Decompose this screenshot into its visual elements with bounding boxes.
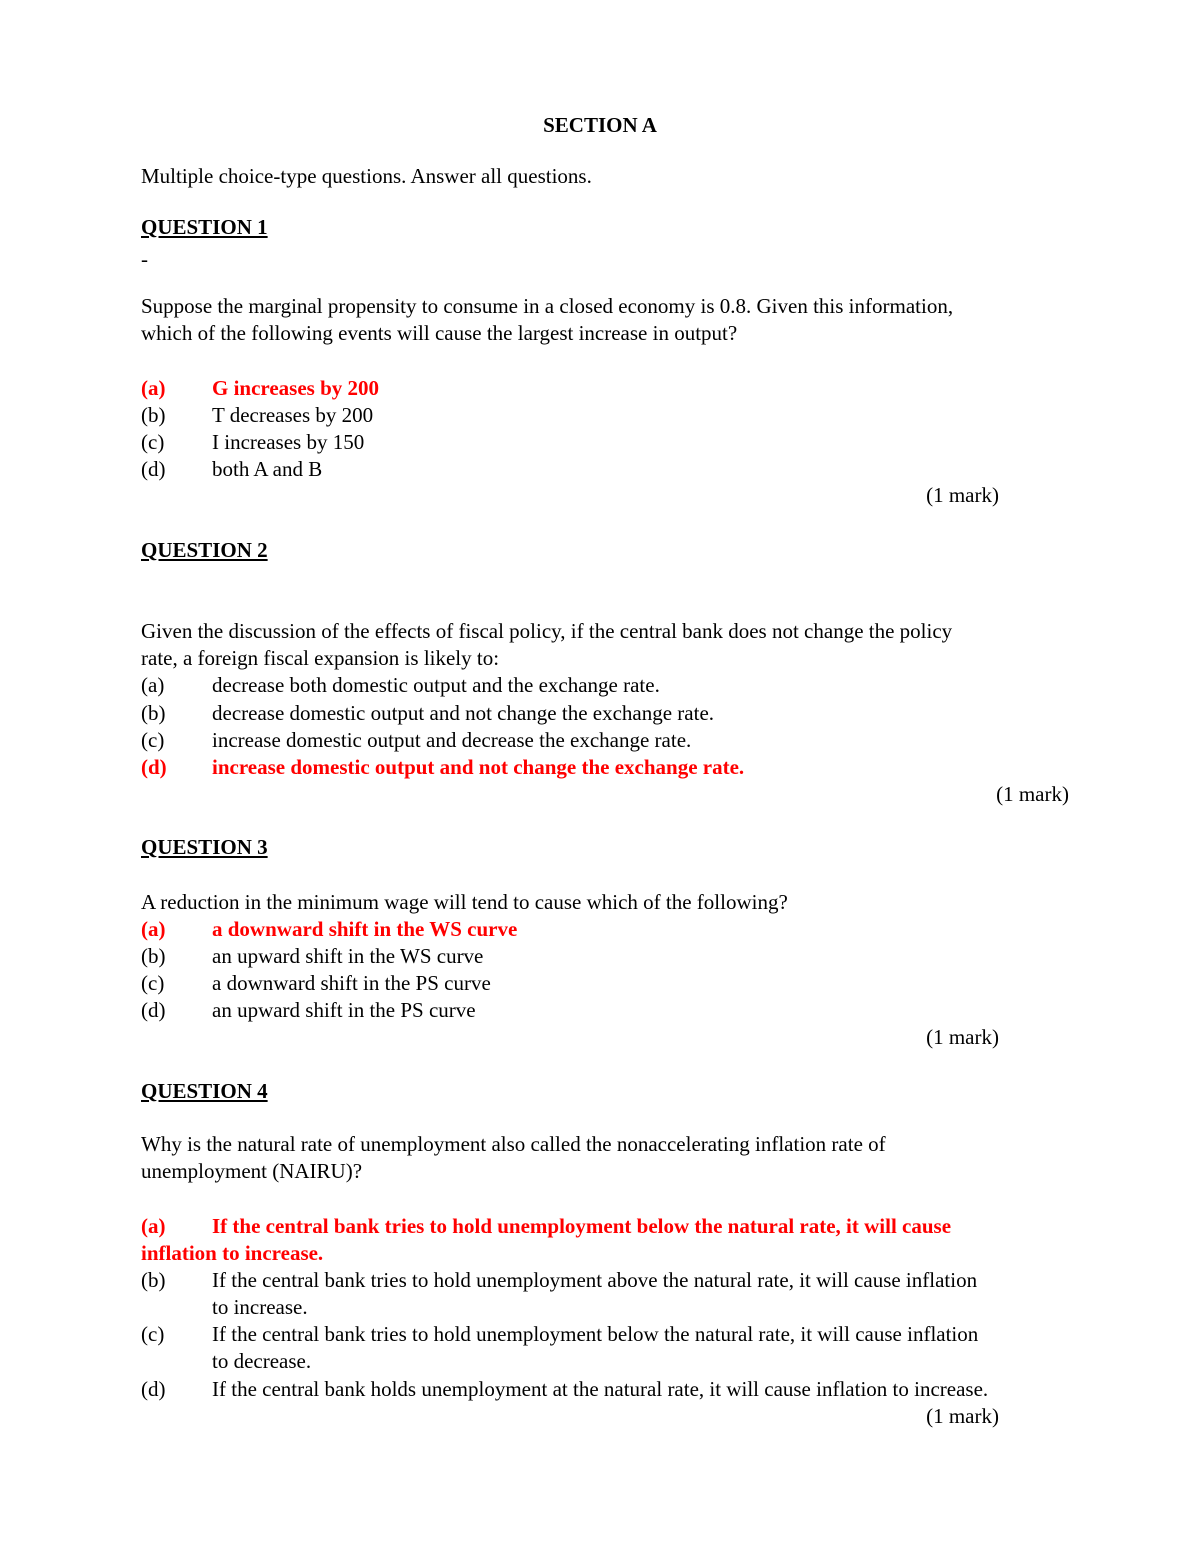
question-4-option-b-continuation: to increase. (212, 1295, 308, 1319)
question-2-stem-line-1: Given the discussion of the effects of fiscal policy, if the central bank does not change the policy (141, 619, 953, 643)
question-1-heading: QUESTION 1 (141, 215, 268, 239)
option-label: (b) (141, 701, 166, 725)
question-1-option-a (141, 375, 379, 402)
option-text: a downward shift in the PS curve (212, 971, 491, 995)
question-1-option-c (141, 429, 364, 456)
question-4-option-d (141, 1376, 988, 1403)
option-text: an upward shift in the WS curve (212, 944, 484, 968)
option-text: increase domestic output and decrease the exchange rate. (212, 728, 692, 752)
question-4-option-c (141, 1321, 978, 1348)
option-label: (b) (141, 1268, 166, 1292)
question-4-option-b (141, 1267, 977, 1294)
option-label: (b) (141, 944, 166, 968)
option-text: decrease both domestic output and the exchange rate. (212, 673, 660, 697)
option-label: (c) (141, 1322, 165, 1346)
question-2-option-c (141, 727, 691, 754)
option-text: T decreases by 200 (212, 403, 374, 427)
option-label: (c) (141, 430, 165, 454)
question-3-option-a (141, 916, 517, 943)
question-4-stem-line-2: unemployment (NAIRU)? (141, 1159, 363, 1183)
option-label: (c) (141, 728, 165, 752)
option-label: (d) (141, 1377, 166, 1401)
option-text: If the central bank tries to hold unemployment above the natural rate, it will cause inflation (212, 1268, 978, 1292)
option-text: a downward shift in the WS curve (212, 917, 518, 941)
option-label: (c) (141, 971, 165, 995)
question-4-heading: QUESTION 4 (141, 1079, 268, 1103)
option-label: (a) (141, 1214, 166, 1238)
option-text: If the central bank holds unemployment at the natural rate, it will cause inflation to increase. (212, 1377, 989, 1401)
question-3-stem-line-1: A reduction in the minimum wage will tend to cause which of the following? (141, 890, 788, 914)
question-2-option-d (141, 754, 744, 781)
option-text: decrease domestic output and not change the exchange rate. (212, 701, 715, 725)
question-1-stem-line-2: which of the following events will cause the largest increase in output? (141, 321, 738, 345)
option-text: both A and B (212, 457, 323, 481)
option-text: increase domestic output and not change the exchange rate. (212, 755, 745, 779)
option-label: (a) (141, 376, 166, 400)
question-3-option-c (141, 970, 491, 997)
option-text: If the central bank tries to hold unemployment below the natural rate, it will cause inflation (212, 1322, 979, 1346)
option-text: an upward shift in the PS curve (212, 998, 476, 1022)
section-title: SECTION A (543, 113, 657, 137)
option-label: (b) (141, 403, 166, 427)
question-3-option-d (141, 997, 476, 1024)
question-3-option-b (141, 943, 483, 970)
question-1-mark: (1 mark) (926, 483, 999, 507)
option-label: (d) (141, 457, 166, 481)
option-text: I increases by 150 (212, 430, 365, 454)
question-3-mark: (1 mark) (926, 1025, 999, 1049)
option-label: (d) (141, 755, 167, 779)
question-4-option-a-continuation: inflation to increase. (141, 1241, 324, 1265)
question-2-option-a (141, 672, 660, 699)
question-2-option-b (141, 700, 714, 727)
option-text: G increases by 200 (212, 376, 380, 400)
instructions: Multiple choice-type questions. Answer all questions. (141, 164, 592, 188)
question-1-stem-line-1: Suppose the marginal propensity to consume in a closed economy is 0.8. Given this information, (141, 294, 954, 318)
question-4-option-a (141, 1213, 951, 1240)
option-label: (d) (141, 998, 166, 1022)
option-label: (a) (141, 673, 165, 697)
question-3-heading: QUESTION 3 (141, 835, 268, 859)
option-text: If the central bank tries to hold unemployment below the natural rate, it will cause (212, 1214, 952, 1238)
option-label: (a) (141, 917, 166, 941)
question-2-mark: (1 mark) (996, 782, 1069, 806)
question-4-mark: (1 mark) (926, 1404, 999, 1428)
question-1-option-d (141, 456, 322, 483)
question-4-option-c-continuation: to decrease. (212, 1349, 312, 1373)
question-1-option-b (141, 402, 373, 429)
question-1-dash: - (141, 247, 148, 271)
question-2-stem-line-2: rate, a foreign fiscal expansion is likely to: (141, 646, 500, 670)
question-2-heading: QUESTION 2 (141, 538, 268, 562)
question-4-stem-line-1: Why is the natural rate of unemployment also called the nonaccelerating inflation rate of (141, 1132, 886, 1156)
